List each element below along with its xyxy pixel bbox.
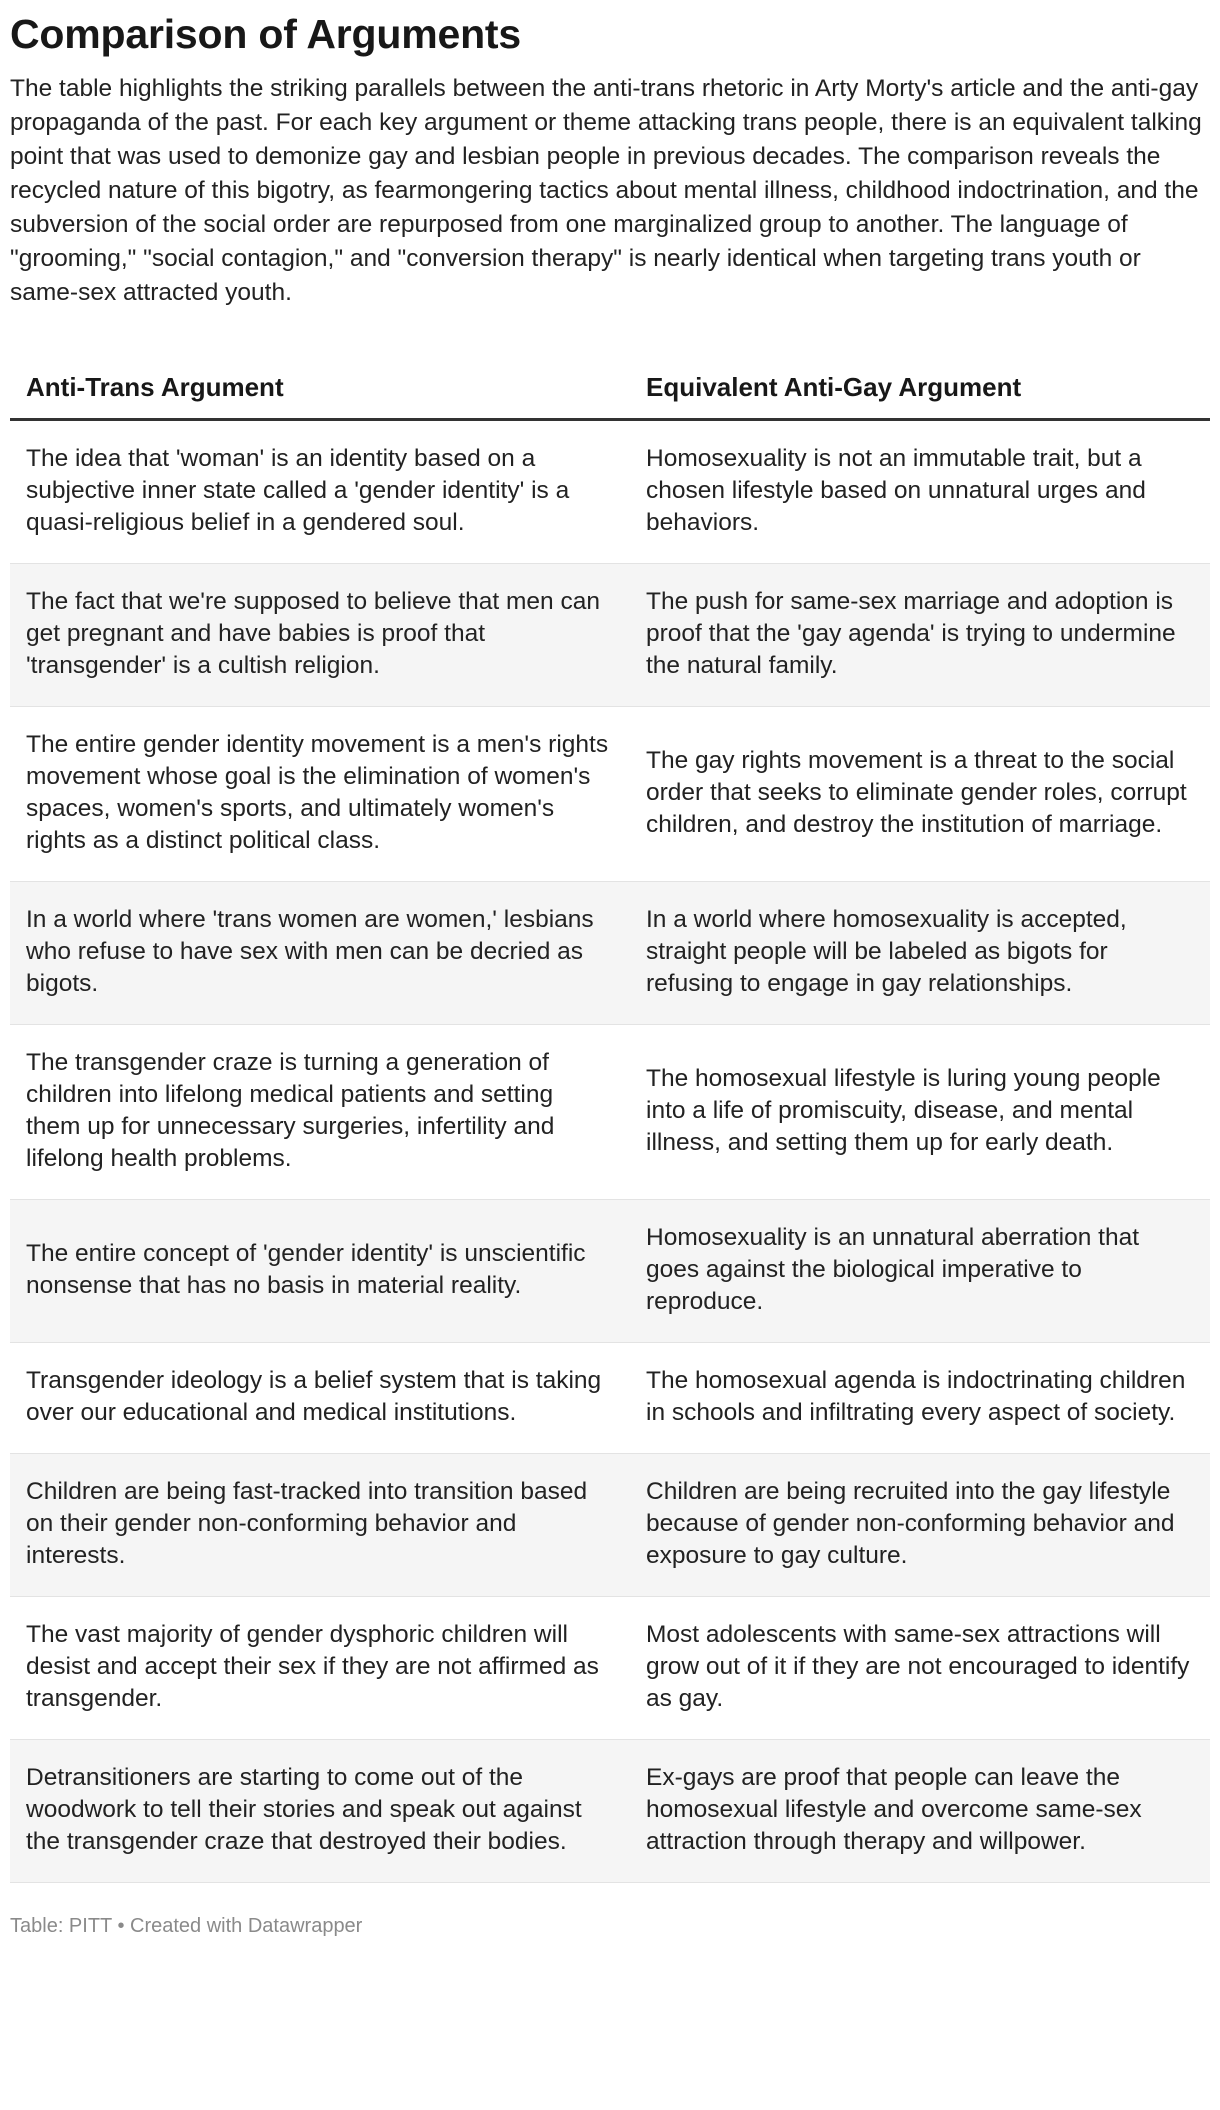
anti-trans-cell: The idea that 'woman' is an identity based on a subjective inner state called a 'gender identity' is a quasi-religious belief in a gendered soul. [10,420,630,564]
anti-trans-cell: In a world where 'trans women are women,' lesbians who refuse to have sex with men can be decried as bigots. [10,882,630,1025]
anti-trans-cell: Transgender ideology is a belief system that is taking over our educational and medical institutions. [10,1343,630,1454]
anti-gay-cell: The homosexual agenda is indoctrinating children in schools and infiltrating every aspect of society. [630,1343,1210,1454]
anti-trans-cell: Children are being fast-tracked into transition based on their gender non-conforming behavior and interests. [10,1454,630,1597]
table-row [10,882,1210,1025]
table-row [10,1740,1210,1883]
table-row [10,1597,1210,1740]
table-row [10,707,1210,882]
page-title: Comparison of Arguments [10,11,521,57]
anti-trans-cell: The vast majority of gender dysphoric children will desist and accept their sex if they are not affirmed as transgender. [10,1597,630,1740]
anti-gay-cell: In a world where homosexuality is accepted, straight people will be labeled as bigots for refusing to engage in gay relationships. [630,882,1210,1025]
table-header-row [10,356,1210,420]
anti-gay-cell: The gay rights movement is a threat to the social order that seeks to eliminate gender roles, corrupt children, and destroy the institution of marriage. [630,707,1210,882]
anti-gay-cell: Ex-gays are proof that people can leave the homosexual lifestyle and overcome same-sex attraction through therapy and willpower. [630,1740,1210,1883]
header-anti-trans: Anti-Trans Argument [10,356,630,420]
comparison-table [10,356,1210,1883]
table-row [10,564,1210,707]
source-footer: Table: PITT • Created with Datawrapper [10,1915,363,1937]
table-row [10,1025,1210,1200]
anti-trans-cell: The entire concept of 'gender identity' is unscientific nonsense that has no basis in material reality. [10,1200,630,1343]
anti-trans-cell: Detransitioners are starting to come out of the woodwork to tell their stories and speak out against the transgender craze that destroyed their bodies. [10,1740,630,1883]
table-row [10,1343,1210,1454]
anti-gay-cell: The homosexual lifestyle is luring young people into a life of promiscuity, disease, and mental illness, and setting them up for early death. [630,1025,1210,1200]
header-anti-gay: Equivalent Anti-Gay Argument [630,356,1210,420]
anti-gay-cell: The push for same-sex marriage and adoption is proof that the 'gay agenda' is trying to undermine the natural family. [630,564,1210,707]
intro-paragraph: The table highlights the striking parallels between the anti-trans rhetoric in Arty Morty's article and the anti-gay propaganda of the past. For each key argument or theme attacking trans people, there is an equivalent talking point that was used to demonize gay and lesbian people in previous decades. The comparison reveals the recycled nature of this bigotry, as fearmongering tactics about mental illness, childhood indoctrination, and the subversion of the social order are repurposed from one marginalized group to another. The language of "grooming," "social contagion," and "conversion therapy" is nearly identical when targeting trans youth or same-sex attracted youth. [10,75,1202,306]
table-row [10,420,1210,564]
anti-trans-cell: The entire gender identity movement is a men's rights movement whose goal is the elimination of women's spaces, women's sports, and ultimately women's rights as a distinct political class. [10,707,630,882]
table-row [10,1454,1210,1597]
anti-gay-cell: Children are being recruited into the gay lifestyle because of gender non-conforming behavior and exposure to gay culture. [630,1454,1210,1597]
table-row [10,1200,1210,1343]
anti-trans-cell: The fact that we're supposed to believe that men can get pregnant and have babies is proof that 'transgender' is a cultish religion. [10,564,630,707]
anti-trans-cell: The transgender craze is turning a generation of children into lifelong medical patients and setting them up for unnecessary surgeries, infertility and lifelong health problems. [10,1025,630,1200]
anti-gay-cell: Most adolescents with same-sex attractions will grow out of it if they are not encouraged to identify as gay. [630,1597,1210,1740]
anti-gay-cell: Homosexuality is an unnatural aberration that goes against the biological imperative to reproduce. [630,1200,1210,1343]
anti-gay-cell: Homosexuality is not an immutable trait, but a chosen lifestyle based on unnatural urges and behaviors. [630,420,1210,564]
